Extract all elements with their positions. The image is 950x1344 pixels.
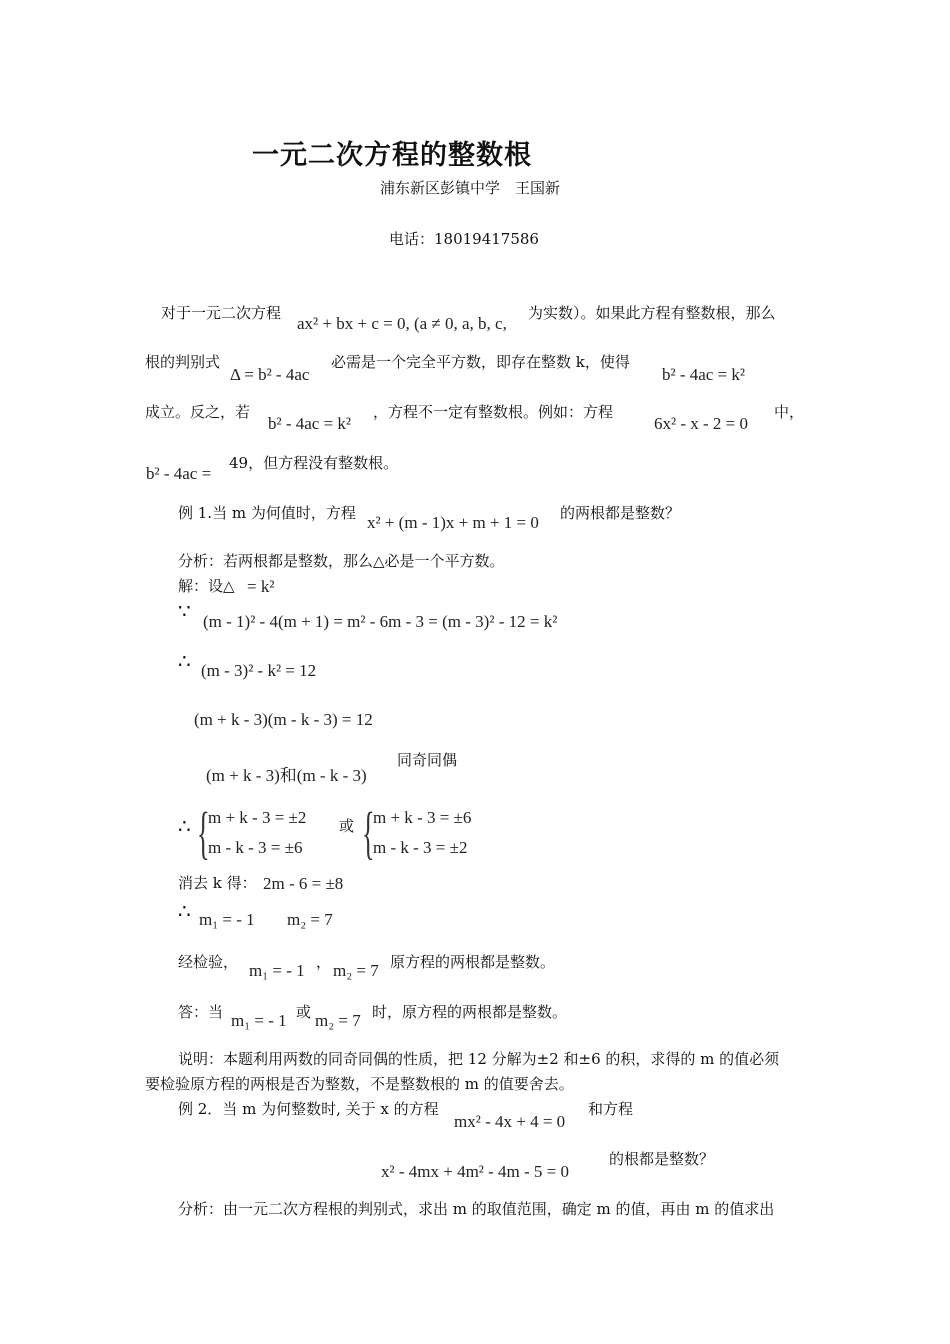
intro-text-3a: 成立。反之，若: [145, 403, 251, 421]
or-text: 或: [339, 817, 355, 835]
page-title: 一元二次方程的整数根: [252, 140, 532, 171]
answer-m1: m₁ = - 1: [231, 1011, 287, 1030]
intro-text-3b: ，方程不一定有整数根。例如：方程: [373, 403, 614, 421]
check-m1: m₁ = - 1: [249, 961, 305, 980]
intro-text-4: 49，但方程没有整数根。: [229, 454, 399, 472]
intro-text-2b: 必需是一个完全平方数，即存在整数 k，使得: [331, 353, 630, 371]
intro-square-condition: b² - 4ac = k²: [662, 365, 746, 384]
result-m2: m₂ = 7: [287, 910, 333, 929]
therefore-symbol-3: ∴: [178, 899, 191, 923]
system2-line1: m + k - 3 = ±6: [373, 808, 472, 827]
system2-brace: {: [362, 800, 375, 865]
note-line-2: 要检验原方程的两根是否为整数，不是整数根的 m 的值要舍去。: [145, 1075, 574, 1093]
intro-discriminant-value: b² - 4ac =: [146, 464, 212, 483]
system1-line1: m + k - 3 = ±2: [208, 808, 307, 827]
eliminate-k-eq: 2m - 6 = ±8: [263, 874, 344, 893]
example2-question-a: 例 2．当 m 为何整数时, 关于 x 的方程: [178, 1100, 439, 1118]
system2-line2: m - k - 3 = ±2: [373, 838, 468, 857]
answer-or: 或: [296, 1003, 312, 1021]
example1-question-b: 的两根都是整数？: [560, 504, 681, 522]
intro-text-1b: 为实数）。如果此方程有整数根，那么: [528, 304, 776, 322]
intro-equation-general: ax² + bx + c = 0, (a ≠ 0, a, b, c,: [297, 314, 507, 333]
example1-step3: (m + k - 3)(m - k - 3) = 12: [194, 710, 373, 729]
example2-analysis: 分析：由一元二次方程根的判别式，求出 m 的取值范围，确定 m 的值，再由 m 的值求出: [178, 1200, 775, 1218]
example1-step4-note: 同奇同偶: [397, 751, 458, 769]
intro-text-1a: 对于一元二次方程: [161, 304, 282, 322]
example1-step2: (m - 3)² - k² = 12: [201, 661, 317, 680]
intro-example-equation: 6x² - x - 2 = 0: [654, 414, 749, 433]
therefore-symbol-1: ∴: [178, 649, 191, 673]
example2-question-b: 和方程: [588, 1100, 634, 1118]
answer-end: 时，原方程的两根都是整数。: [372, 1003, 568, 1021]
example1-equation: x² + (m - 1)x + m + 1 = 0: [367, 513, 539, 532]
therefore-symbol-2: ∴: [178, 814, 191, 838]
example1-solution-start: 解：设△: [178, 577, 235, 595]
check-separator: ，: [316, 953, 332, 971]
check-m2: m₂ = 7: [333, 961, 379, 980]
system1-brace: {: [197, 800, 210, 865]
example1-step4: (m + k - 3)和(m - k - 3): [206, 766, 367, 785]
result-m1: m₁ = - 1: [199, 910, 255, 929]
example2-equation-1: mx² - 4x + 4 = 0: [454, 1112, 566, 1131]
example1-question-a: 例 1.当 m 为何值时，方程: [178, 504, 356, 522]
example2-question-c: 的根都是整数？: [609, 1150, 715, 1168]
eliminate-k-text: 消去 k 得：: [178, 874, 257, 892]
phone-line: 电话：18019417586: [389, 230, 539, 248]
system1-line2: m - k - 3 = ±6: [208, 838, 303, 857]
answer-m2: m₂ = 7: [315, 1011, 361, 1030]
author-line: 浦东新区彭镇中学 王国新: [380, 179, 561, 197]
intro-discriminant: Δ = b² - 4ac: [230, 365, 310, 384]
example2-equation-2: x² - 4mx + 4m² - 4m - 5 = 0: [381, 1162, 570, 1181]
check-text: 经检验，: [178, 953, 239, 971]
check-result: 原方程的两根都是整数。: [390, 953, 556, 971]
example1-step1: (m - 1)² - 4(m + 1) = m² - 6m - 3 = (m - 3)² - 12 = k²: [203, 612, 558, 631]
answer-start: 答：当: [178, 1003, 224, 1021]
intro-square-condition-2: b² - 4ac = k²: [268, 414, 352, 433]
intro-text-3c: 中，: [774, 403, 805, 421]
intro-text-2a: 根的判别式: [145, 353, 221, 371]
example1-solution-eq: = k²: [247, 577, 275, 596]
note-line-1: 说明：本题利用两数的同奇同偶的性质，把 12 分解为±2 和±6 的积，求得的 m 的值必须: [178, 1050, 780, 1068]
example1-analysis: 分析：若两根都是整数，那么△必是一个平方数。: [178, 552, 505, 570]
because-symbol: ∵: [178, 599, 191, 623]
